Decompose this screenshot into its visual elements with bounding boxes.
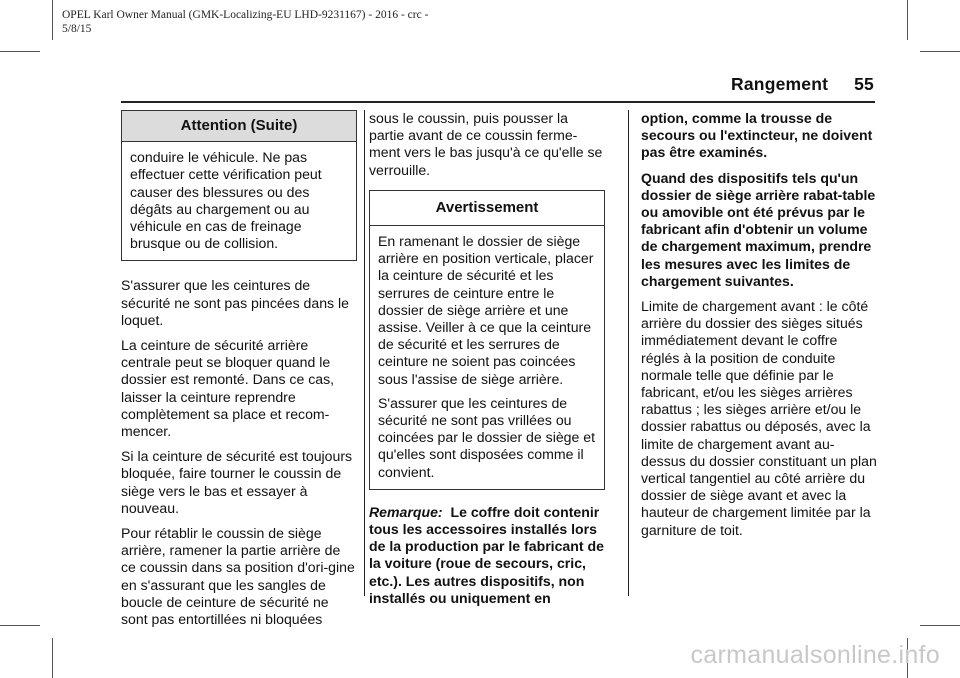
- print-metadata: [62, 8, 428, 36]
- print-metadata-date: 5/8/15: [62, 23, 92, 35]
- column-divider: [364, 110, 365, 596]
- warning-body: [370, 226, 604, 489]
- header-rule: [121, 101, 875, 103]
- paragraph: sous le coussin, puis pousser la partie avant de ce coussin ferme-ment vers le bas jusqu'à ce qu'elle se verrouille.: [369, 110, 603, 178]
- paragraph: La ceinture de sécurité arrière centrale peut se bloquer quand le dossier est remonté. Dans ce cas, laisser la ceinture reprendre complètement sa place et recom-mencer.: [121, 337, 335, 440]
- attention-text: conduire le véhicule. Ne pas effectuer cette vérification peut causer des blessures ou des dégâts au chargement ou au véhicule en cas de freinage brusque ou de collision.: [130, 149, 322, 252]
- crop-mark: [0, 51, 40, 52]
- crop-mark: [920, 625, 960, 626]
- page-number: 55: [854, 74, 874, 94]
- paragraph: option, comme la trousse de secours ou l'extincteur, ne doivent pas être examinés.: [641, 110, 873, 161]
- warning-text: S'assurer que les ceintures de sécurité ne sont pas vrillées ou coincées par le dossier de siège et qu'elles sont disposées comme il convient.: [378, 394, 596, 480]
- crop-mark: [52, 0, 53, 40]
- page-header: [731, 74, 874, 95]
- warning-text: En ramenant le dossier de siège arrière en position verticale, placer la ceinture de sécurité et les serrures de ceinture entre le dossier de siège arrière et une assise. Veiller à ce que la ceinture de sécurité et les serrures de ceinture ne soient pas coincées sous l'assise de siège arrière.: [378, 233, 594, 387]
- note-paragraph: [369, 504, 605, 607]
- attention-body: [122, 142, 356, 260]
- warning-title: Avertissement: [370, 191, 604, 226]
- print-metadata-line: OPEL Karl Owner Manual (GMK-Localizing-EU LHD-9231167) - 2016 - crc -: [62, 9, 429, 21]
- paragraph: S'assurer que les ceintures de sécurité ne sont pas pincées dans le loquet.: [121, 277, 349, 328]
- crop-mark: [52, 638, 53, 678]
- column-right: [641, 110, 877, 547]
- paragraph: Pour rétablir le coussin de siège arrière, ramener la partie arrière de ce coussin dans sa position d'ori-gine en s'assurant que les sangles de boucle de ceinture de sécurité ne sont pas entortillées ni bloquées: [121, 525, 355, 628]
- watermark: carmanualsonline.info: [690, 641, 940, 669]
- column-middle: [369, 110, 605, 615]
- paragraph: Si la ceinture de sécurité est toujours bloquée, faire tourner le coussin de siège vers le bas et essayer à nouveau.: [121, 448, 353, 516]
- paragraph: Quand des dispositifs tels qu'un dossier de siège arrière rabat-table ou amovible ont été prévus par le fabricant afin d'obtenir un volume de chargement maximum, prendre les mesures avec les limites de chargement suivantes.: [641, 169, 876, 289]
- note-text: Le coffre doit contenir tous les accessoires installés lors de la production par le fabricant de la voiture (roue de secours, cric, etc.). Les autres dispositifs, non installés ou uniquement en: [369, 503, 604, 606]
- paragraph: Limite de chargement avant : le côté arrière du dossier des sièges situés immédiatement devant le coffre réglés à la position de conduite normale telle que définie par le fabricant, et/ou les sièges arrières rabattus ; les sièges arrière et/ou le dossier rabattus ou déposés, avec la limite de chargement avant au-dessus du dossier constituant un plan vertical tangentiel au côté arrière du dossier de siège avant et avec la hauteur de chargement limitée par la garniture de toit.: [641, 298, 877, 538]
- crop-mark: [907, 0, 908, 40]
- attention-title: Attention (Suite): [122, 111, 356, 142]
- crop-mark: [920, 51, 960, 52]
- column-left: [121, 110, 357, 636]
- crop-mark: [0, 625, 40, 626]
- attention-box: [121, 110, 357, 261]
- column-divider: [628, 110, 629, 596]
- note-label: Remarque:: [369, 503, 443, 520]
- section-title: Rangement: [731, 74, 829, 94]
- warning-box: [369, 190, 605, 490]
